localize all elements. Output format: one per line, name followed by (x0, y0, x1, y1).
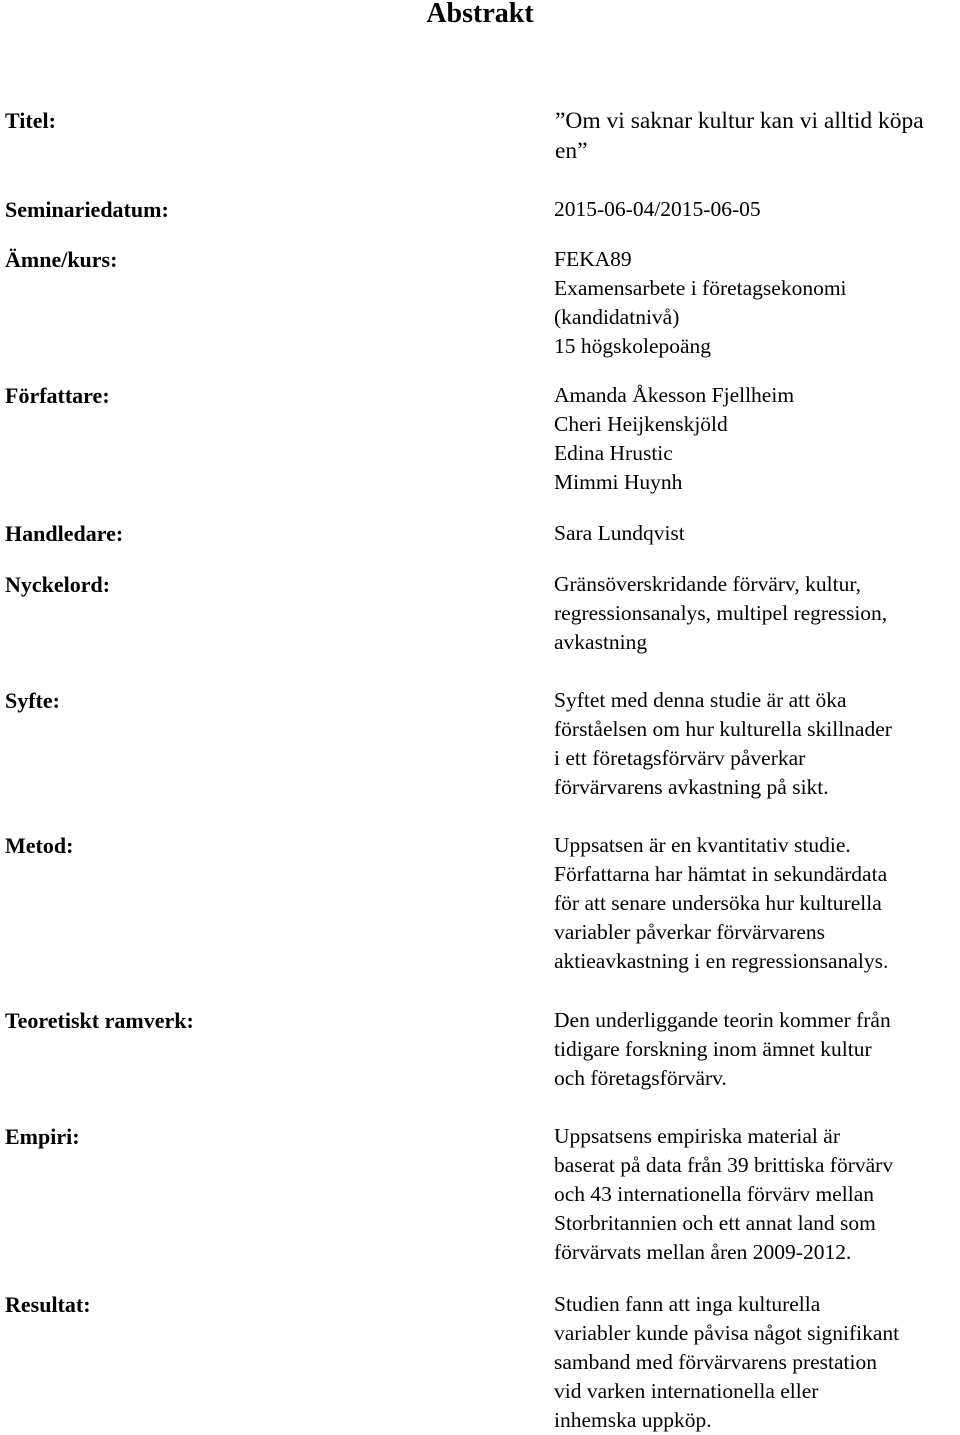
amne-kurs-line: 15 högskolepoäng (554, 334, 712, 358)
titel-value (555, 106, 960, 166)
nyckelord-label: Nyckelord: (5, 572, 111, 597)
seminariedatum-label: Seminariedatum: (5, 197, 169, 222)
syfte-line: förståelsen om hur kulturella skillnader (554, 717, 892, 741)
metod-value (554, 831, 960, 976)
empiri-line: baserat på data från 39 brittiska förvärv (554, 1153, 894, 1177)
teoretiskt-ramverk-line: tidigare forskning inom ämnet kultur (554, 1037, 872, 1061)
titel-line: en” (555, 138, 588, 164)
metod-label: Metod: (5, 833, 74, 858)
titel-label: Titel: (5, 108, 56, 133)
nyckelord-value (554, 570, 960, 657)
metod-line: för att senare undersöka hur kulturella (554, 891, 882, 915)
metod-line: variabler påverkar förvärvarens (554, 920, 825, 944)
forfattare-label: Författare: (5, 383, 110, 408)
amne-kurs-line: FEKA89 (554, 247, 632, 271)
metod-line: Författarna har hämtat in sekundärdata (554, 862, 888, 886)
empiri-line: Uppsatsens empiriska material är (554, 1124, 840, 1148)
resultat-line: vid varken internationella eller (554, 1379, 819, 1403)
resultat-line: inhemska uppköp. (554, 1408, 712, 1432)
nyckelord-line: avkastning (554, 630, 648, 654)
empiri-line: Storbritannien och ett annat land som (554, 1211, 876, 1235)
handledare-value (554, 519, 960, 548)
resultat-line: Studien fann att inga kulturella (554, 1292, 821, 1316)
empiri-line: förvärvats mellan åren 2009-2012. (554, 1240, 852, 1264)
forfattare-line: Edina Hrustic (554, 441, 673, 465)
empiri-line: och 43 internationella förvärv mellan (554, 1182, 874, 1206)
forfattare-line: Cheri Heijkenskjöld (554, 412, 728, 436)
metod-line: Uppsatsen är en kvantitativ studie. (554, 833, 851, 857)
amne-kurs-value (554, 245, 960, 361)
titel-line: ”Om vi saknar kultur kan vi alltid köpa (555, 108, 924, 134)
syfte-line: förvärvarens avkastning på sikt. (554, 775, 829, 799)
teoretiskt-ramverk-line: Den underliggande teorin kommer från (554, 1008, 891, 1032)
seminariedatum-value (554, 195, 960, 224)
syfte-value (554, 686, 960, 802)
handledare-label: Handledare: (5, 521, 124, 546)
amne-kurs-line: Examensarbete i företagsekonomi (554, 276, 847, 300)
syfte-line: Syftet med denna studie är att öka (554, 688, 847, 712)
resultat-label: Resultat: (5, 1292, 91, 1317)
empiri-value (554, 1122, 960, 1267)
teoretiskt-ramverk-label: Teoretiskt ramverk: (5, 1008, 194, 1033)
forfattare-value (554, 381, 960, 497)
resultat-value (554, 1290, 960, 1435)
handledare-line: Sara Lundqvist (554, 521, 685, 545)
amne-kurs-line: (kandidatnivå) (554, 305, 680, 329)
empiri-label: Empiri: (5, 1124, 80, 1149)
seminariedatum-line: 2015-06-04/2015-06-05 (554, 197, 761, 221)
forfattare-line: Mimmi Huynh (554, 470, 683, 494)
teoretiskt-ramverk-line: och företagsförvärv. (554, 1066, 727, 1090)
metod-line: aktieavkastning i en regressionsanalys. (554, 949, 889, 973)
teoretiskt-ramverk-value (554, 1006, 960, 1093)
syfte-label: Syfte: (5, 688, 60, 713)
forfattare-line: Amanda Åkesson Fjellheim (554, 383, 795, 407)
page-title: Abstrakt (426, 0, 534, 29)
nyckelord-line: Gränsöverskridande förvärv, kultur, (554, 572, 862, 596)
nyckelord-line: regressionsanalys, multipel regression, (554, 601, 888, 625)
resultat-line: variabler kunde påvisa något signifikant (554, 1321, 900, 1345)
amne-kurs-label: Ämne/kurs: (5, 247, 118, 272)
syfte-line: i ett företagsförvärv påverkar (554, 746, 806, 770)
resultat-line: samband med förvärvarens prestation (554, 1350, 877, 1374)
